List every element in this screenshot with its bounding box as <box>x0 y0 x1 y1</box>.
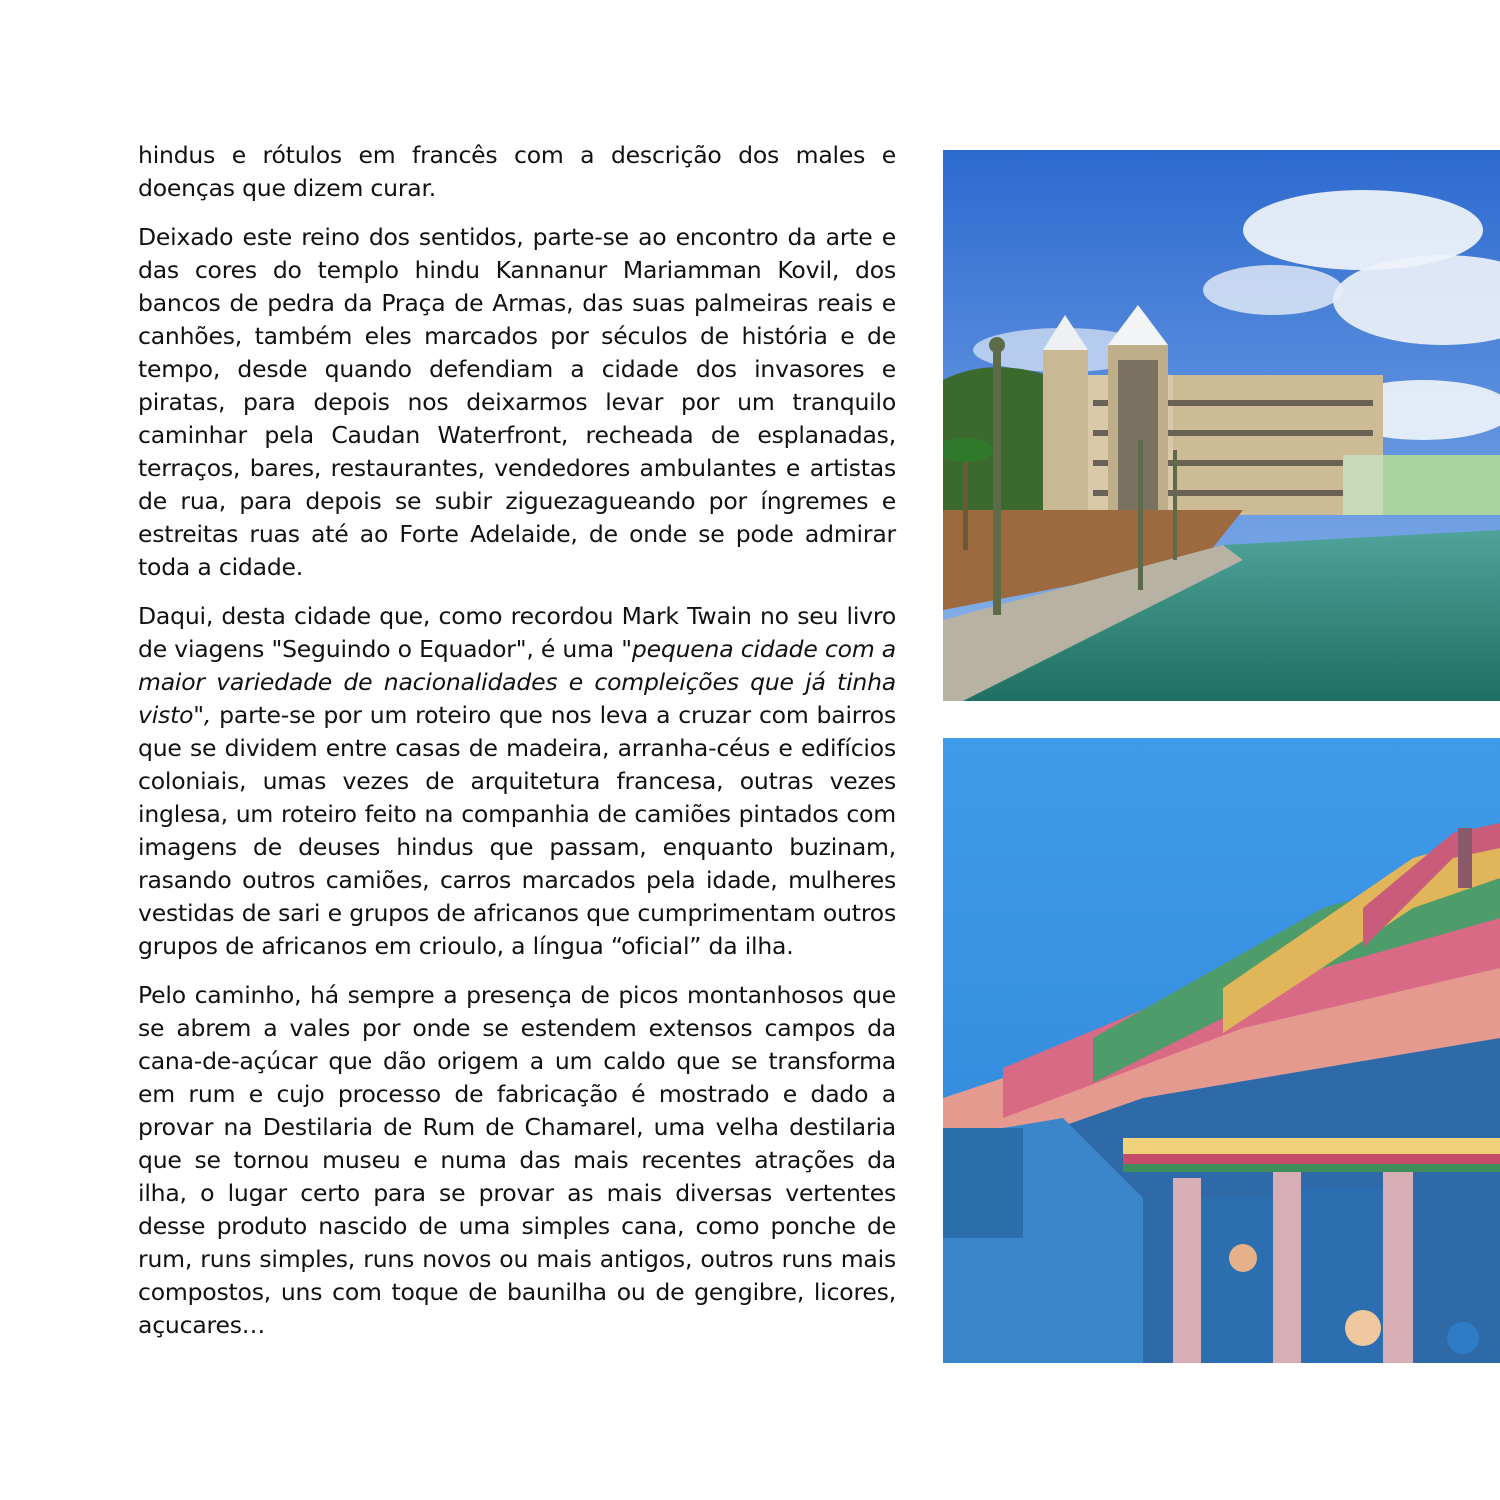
paragraph <box>138 600 896 963</box>
waterfront-illustration <box>943 150 1500 701</box>
text-segment: parte-se por um roteiro que nos leva a cruzar com bairros que se dividem entre casas de madeira, arranha-céus e edifícios coloniais, umas vezes de arquitetura francesa, outras vezes inglesa, um roteiro feito na companhia de camiões pintados com imagens de deuses hindus que passam, enquanto buzinam, rasando outros camiões, carros marcados pela idade, mulheres vestidas de sari e grupos de africanos que cumprimentam outros grupos de africanos em crioulo, a língua “oficial” da ilha. <box>138 701 896 960</box>
paragraph <box>138 221 896 584</box>
temple-photo <box>943 738 1500 1363</box>
waterfront-photo <box>943 150 1500 701</box>
text-segment: Pelo caminho, há sempre a presença de picos montanhosos que se abrem a vales por onde se estendem extensos campos da cana-de-açúcar que dão origem a um caldo que se transforma em rum e cujo processo de fabricação é mostrado e dado a provar na Destilaria de Rum de Chamarel, uma velha destilaria que se tornou museu e numa das mais recentes atrações da ilha, o lugar certo para se provar as mais diversas vertentes desse produto nascido de uma simples cana, como ponche de rum, runs simples, runs novos ou mais antigos, outros runs mais compostos, uns com toque de baunilha ou de gengibre, licores, açucares… <box>138 981 896 1339</box>
italic-quote: "pequena cidade com a maior variedade de nacionalidades e compleições que já tinha visto", <box>138 635 896 729</box>
text-segment: Daqui, desta cidade que, como recordou Mark Twain no seu livro de viagens "Seguindo o Equador", é uma <box>138 602 896 663</box>
article-text <box>138 139 896 1358</box>
text-segment: hindus e rótulos em francês com a descrição dos males e doenças que dizem curar. <box>138 141 896 202</box>
temple-illustration <box>943 738 1500 1363</box>
text-segment: Deixado este reino dos sentidos, parte-se ao encontro da arte e das cores do templo hindu Kannanur Mariamman Kovil, dos bancos de pedra da Praça de Armas, das suas palmeiras reais e canhões, também eles marcados por séculos de história e de tempo, desde quando defendiam a cidade dos invasores e piratas, para depois nos deixarmos levar por um tranquilo caminhar pela Caudan Waterfront, recheada de esplanadas, terraços, bares, restaurantes, vendedores ambulantes e artistas de rua, para depois se subir ziguezagueando por íngremes e estreitas ruas até ao Forte Adelaide, de onde se pode admirar toda a cidade. <box>138 223 896 581</box>
paragraph <box>138 979 896 1342</box>
paragraph <box>138 139 896 205</box>
